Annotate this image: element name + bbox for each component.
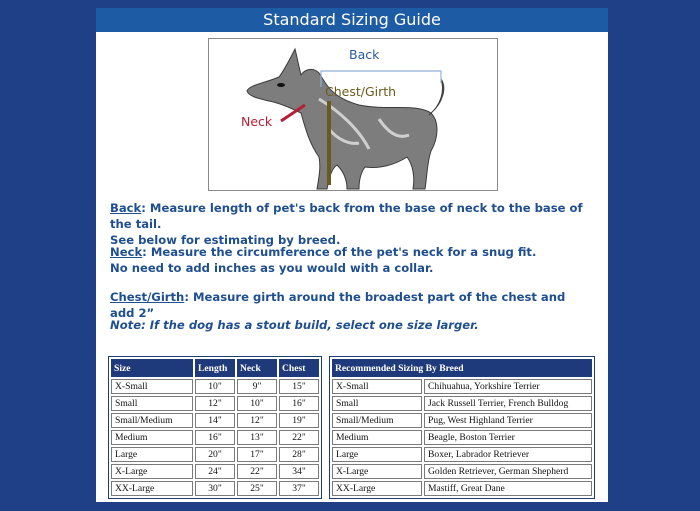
breed-size-cell: Medium — [332, 430, 422, 445]
page-title: Standard Sizing Guide — [96, 8, 608, 32]
size-table-cell: 16" — [195, 430, 235, 445]
size-measurement-table — [108, 356, 322, 499]
size-table-cell: 34" — [279, 464, 319, 479]
size-table-cell: 22" — [279, 430, 319, 445]
back-label: Back — [349, 47, 380, 62]
dog-measurement-diagram — [208, 38, 498, 191]
breed-table-row — [332, 464, 592, 479]
size-table-cell: Small/Medium — [111, 413, 193, 428]
breed-names-cell: Beagle, Boston Terrier — [424, 430, 592, 445]
breed-names-cell: Golden Retriever, German Shepherd — [424, 464, 592, 479]
size-table-cell: 17" — [237, 447, 277, 462]
breed-size-cell: Large — [332, 447, 422, 462]
size-table-cell: X-Large — [111, 464, 193, 479]
size-table-header — [111, 359, 319, 377]
breed-table-row — [332, 430, 592, 445]
size-table-row — [111, 396, 319, 411]
neck-column-header: Neck — [237, 359, 277, 377]
size-table-cell: 10" — [195, 379, 235, 394]
back-term: Back — [110, 201, 142, 215]
size-table-row — [111, 447, 319, 462]
breed-names-cell: Chihuahua, Yorkshire Terrier — [424, 379, 592, 394]
size-table-cell: 25" — [237, 481, 277, 496]
breed-names-cell: Pug, West Highland Terrier — [424, 413, 592, 428]
size-table-cell: 19" — [279, 413, 319, 428]
chest-term: Chest/Girth — [110, 290, 185, 304]
size-table-cell: 15" — [279, 379, 319, 394]
size-table-row — [111, 430, 319, 445]
breed-table-row — [332, 481, 592, 496]
neck-label: Neck — [241, 114, 273, 129]
size-table-cell: 12" — [195, 396, 235, 411]
length-column-header: Length — [195, 359, 235, 377]
size-table-row — [111, 379, 319, 394]
breed-table-title: Recommended Sizing By Breed — [332, 359, 592, 377]
stout-build-note: Note: If the dog has a stout build, select one size larger. — [110, 318, 479, 332]
size-table-cell: 30" — [195, 481, 235, 496]
size-table-cell: 22" — [237, 464, 277, 479]
size-column-header: Size — [111, 359, 193, 377]
size-table-cell: 13" — [237, 430, 277, 445]
size-table-row — [111, 413, 319, 428]
breed-names-cell: Mastiff, Great Dane — [424, 481, 592, 496]
size-table-cell: 14" — [195, 413, 235, 428]
breed-size-cell: Small/Medium — [332, 413, 422, 428]
neck-instruction: Neck: Measure the circumference of the pet's neck for a snug fit. No need to add inches as you would with a collar. — [110, 245, 537, 275]
breed-names-cell: Boxer, Labrador Retriever — [424, 447, 592, 462]
back-instruction: Back: Measure length of pet's back from the base of neck to the base of the tail. See below for estimating by breed. — [110, 201, 583, 247]
size-table-cell: XX-Large — [111, 481, 193, 496]
breed-table-header — [332, 359, 592, 377]
size-table-cell: 37" — [279, 481, 319, 496]
breed-table-row — [332, 396, 592, 411]
size-table-row — [111, 481, 319, 496]
breed-table-row — [332, 447, 592, 462]
breed-size-cell: X-Large — [332, 464, 422, 479]
breed-size-cell: Small — [332, 396, 422, 411]
size-table-cell: 12" — [237, 413, 277, 428]
breed-sizing-table — [329, 356, 595, 499]
breed-table-row — [332, 413, 592, 428]
size-table-cell: 20" — [195, 447, 235, 462]
size-table-cell: 16" — [279, 396, 319, 411]
size-table-cell: X-Small — [111, 379, 193, 394]
breed-size-cell: XX-Large — [332, 481, 422, 496]
size-table-row — [111, 464, 319, 479]
breed-table-row — [332, 379, 592, 394]
neck-term: Neck — [110, 245, 143, 259]
size-table-cell: 9" — [237, 379, 277, 394]
size-table-cell: 28" — [279, 447, 319, 462]
chest-column-header: Chest — [279, 359, 319, 377]
chest-girth-label: Chest/Girth — [325, 84, 397, 99]
size-table-cell: Large — [111, 447, 193, 462]
sizing-guide-panel — [96, 8, 608, 502]
size-table-cell: 10" — [237, 396, 277, 411]
size-table-cell: 24" — [195, 464, 235, 479]
size-table-cell: Small — [111, 396, 193, 411]
chest-instruction: Chest/Girth: Measure girth around the broadest part of the chest and add 2” — [110, 290, 566, 320]
size-table-cell: Medium — [111, 430, 193, 445]
breed-names-cell: Jack Russell Terrier, French Bulldog — [424, 396, 592, 411]
breed-size-cell: X-Small — [332, 379, 422, 394]
